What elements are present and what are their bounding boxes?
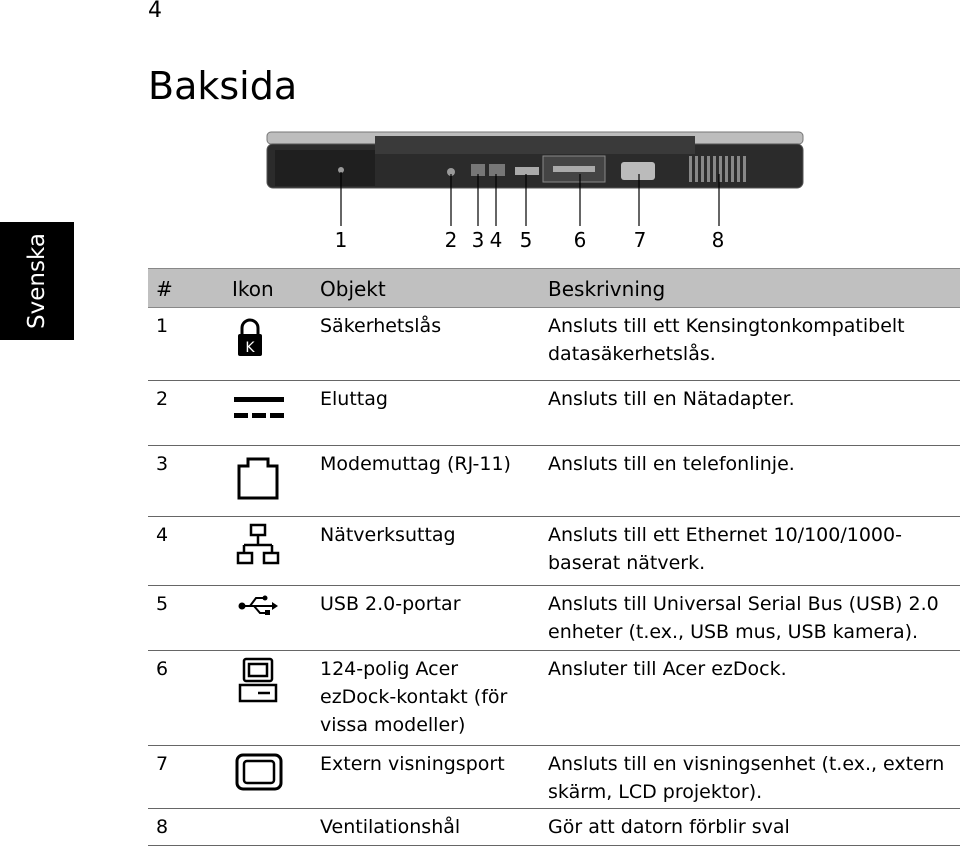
row-num: 4 — [156, 524, 169, 546]
row-object: USB 2.0-portar — [320, 593, 461, 615]
display-port-icon — [234, 752, 304, 792]
row-object: Säkerhetslås — [320, 315, 442, 337]
language-tab — [0, 222, 74, 340]
callout-1: 1 — [334, 228, 348, 252]
callout-4: 4 — [489, 228, 503, 252]
table-row — [148, 746, 960, 809]
header-object: Objekt — [320, 277, 386, 301]
row-description: Ansluts till ett Kensingtonkompatibelt datasäkerhetslås. — [548, 315, 905, 365]
row-object: Eluttag — [320, 388, 388, 410]
ports-table — [148, 268, 960, 846]
svg-text:K: K — [245, 340, 255, 356]
row-object: 124-polig Acer ezDock-kontakt (för vissa modeller) — [320, 658, 508, 736]
table-row — [148, 381, 960, 446]
table-row — [148, 308, 960, 381]
callout-5: 5 — [519, 228, 533, 252]
row-description: Ansluts till en telefonlinje. — [548, 453, 795, 475]
row-description: Ansluts till Universal Serial Bus (USB) 2.0 enheter (t.ex., USB mus, USB kamera). — [548, 593, 939, 643]
dc-power-icon — [232, 395, 302, 421]
row-object: Extern visningsport — [320, 753, 505, 775]
row-object: Modemuttag (RJ-11) — [320, 453, 511, 475]
table-row — [148, 517, 960, 586]
row-num: 5 — [156, 593, 169, 615]
table-row — [148, 651, 960, 746]
callout-6: 6 — [573, 228, 587, 252]
row-description: Ansluts till ett Ethernet 10/100/1000-baserat nätverk. — [548, 524, 902, 574]
row-num: 2 — [156, 388, 169, 410]
callout-8: 8 — [711, 228, 725, 252]
page-number: 4 — [148, 0, 162, 23]
header-icon: Ikon — [232, 277, 274, 301]
header-num: # — [156, 277, 173, 301]
modem-jack-icon — [236, 456, 306, 500]
row-num: 8 — [156, 816, 169, 838]
header-description: Beskrivning — [548, 277, 666, 301]
row-num: 6 — [156, 658, 169, 680]
row-object: Ventilationshål — [320, 816, 461, 838]
row-description: Ansluts till en Nätadapter. — [548, 388, 795, 410]
table-row — [148, 809, 960, 846]
language-tab-label: Svenska — [24, 233, 50, 329]
callout-3: 3 — [471, 228, 485, 252]
row-description: Ansluts till en visningsenhet (t.ex., extern skärm, LCD projektor). — [548, 753, 945, 803]
table-row — [148, 446, 960, 517]
row-description: Ansluter till Acer ezDock. — [548, 658, 787, 680]
row-num: 3 — [156, 453, 169, 475]
row-description: Gör att datorn förblir sval — [548, 816, 790, 838]
page-title: Baksida — [148, 64, 298, 108]
dock-icon — [236, 657, 306, 705]
network-icon — [236, 523, 306, 567]
kensington-lock-icon — [234, 318, 304, 358]
table-header — [148, 268, 960, 308]
row-object: Nätverksuttag — [320, 524, 456, 546]
callout-7: 7 — [633, 228, 647, 252]
callout-2: 2 — [444, 228, 458, 252]
table-row — [148, 586, 960, 651]
usb-icon — [238, 594, 308, 618]
row-num: 1 — [156, 315, 169, 337]
row-num: 7 — [156, 753, 169, 775]
